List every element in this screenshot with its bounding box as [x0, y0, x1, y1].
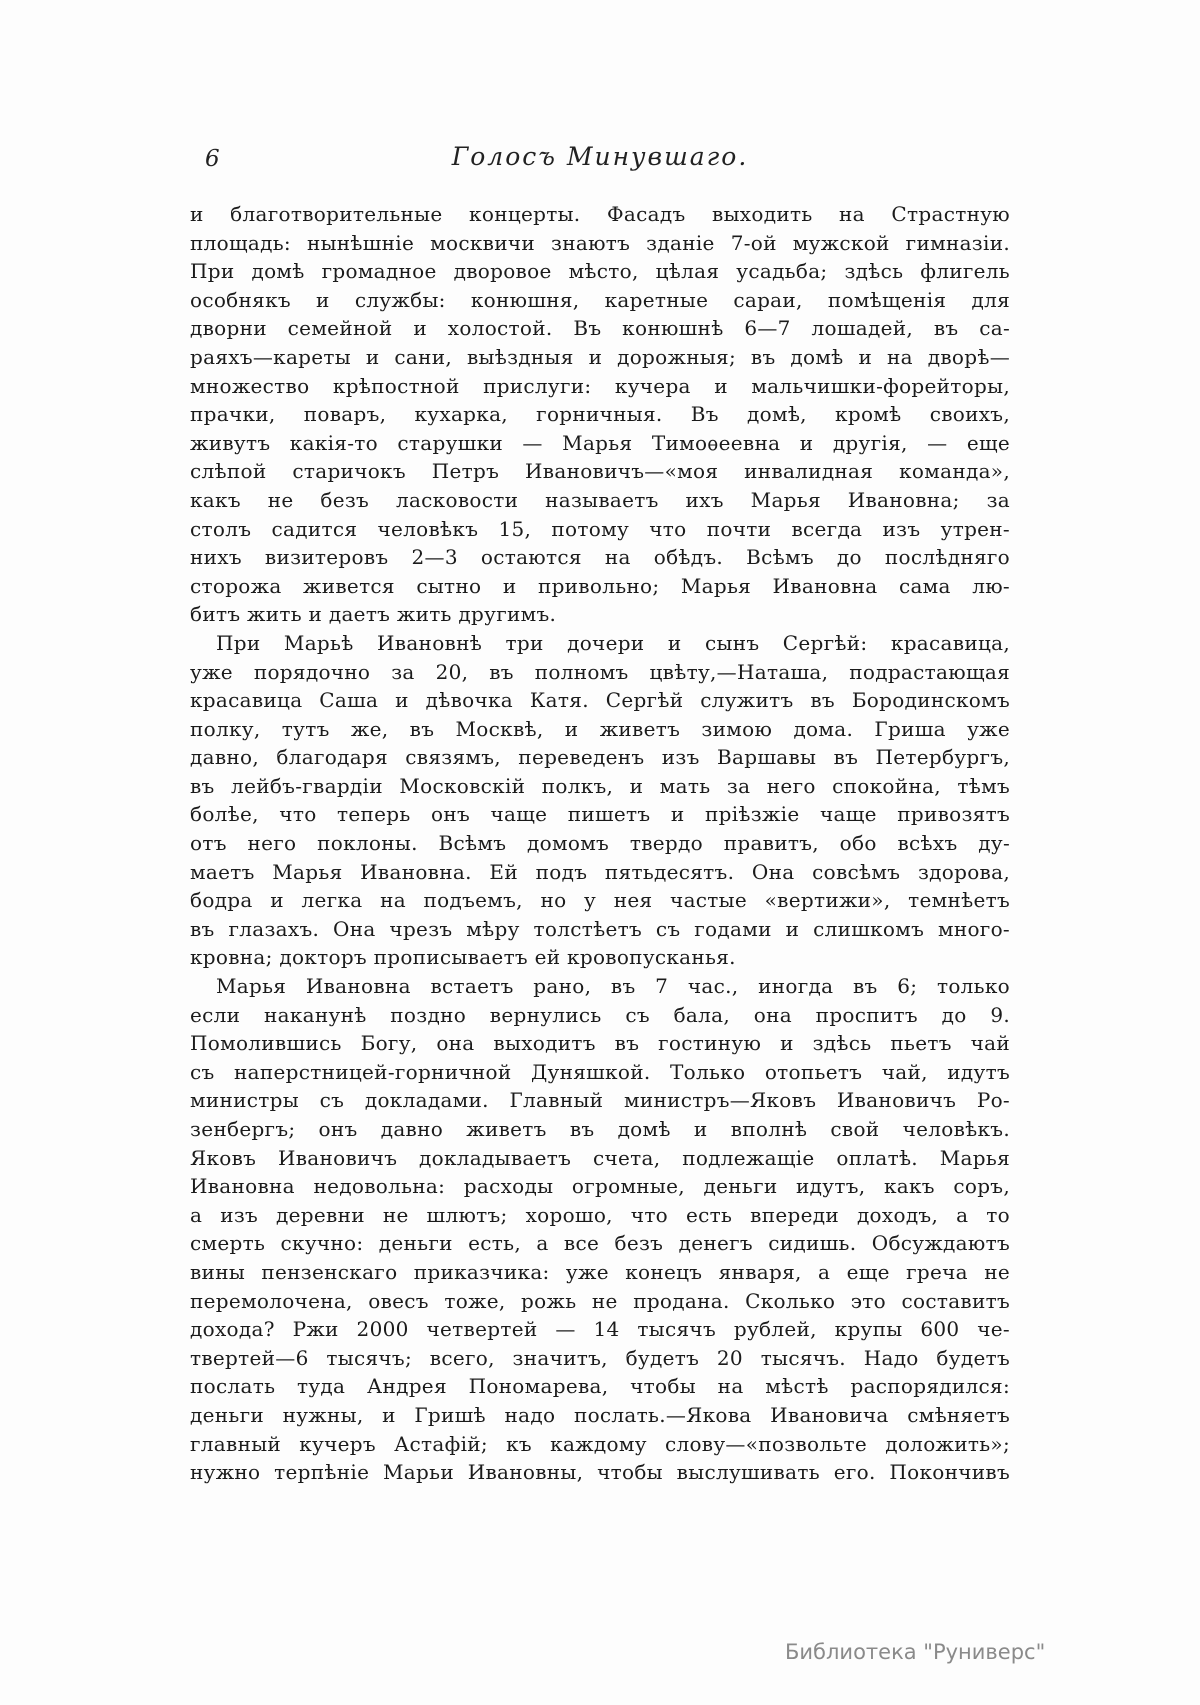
text-line: отъ него поклоны. Всѣмъ домомъ твердо правитъ, обо всѣхъ ду- [190, 831, 1010, 856]
text-line: перемолочена, овесъ тоже, рожь не продана. Сколько это составитъ [190, 1288, 1010, 1313]
text-line: особнякъ и службы: конюшня, каретные сараи, помѣщенія для [190, 287, 1010, 312]
text-line: нихъ визитеровъ 2—3 остаются на обѣдъ. Всѣмъ до послѣдняго [190, 545, 1010, 570]
text-line: бодра и легка на подъемъ, но у нея частые «вертижи», темнѣетъ [190, 888, 1010, 913]
text-line: маетъ Марья Ивановна. Ей подъ пятьдесятъ. Она совсѣмъ здорова, [190, 859, 1010, 884]
text-line: Помолившись Богу, она выходитъ въ гостиную и здѣсь пьетъ чай [190, 1031, 1010, 1056]
page-number: 6 [205, 146, 220, 172]
text-line: слѣпой старичокъ Петръ Ивановичъ—«моя инвалидная команда», [190, 459, 1010, 484]
library-watermark: Библиотека "Руниверс" [785, 1640, 1046, 1664]
text-line: множество крѣпостной прислуги: кучера и мальчишки-форейторы, [190, 373, 1010, 398]
text-line: столъ садится человѣкъ 15, потому что почти всегда изъ утрен- [190, 516, 1010, 541]
text-line: смерть скучно: деньги есть, а все безъ денегъ сидишь. Обсуждаютъ [190, 1231, 1010, 1256]
text-line: полку, тутъ же, въ Москвѣ, и живетъ зимою дома. Гриша уже [190, 716, 1010, 741]
text-line: битъ жить и даетъ жить другимъ. [190, 602, 557, 627]
text-line: твертей—6 тысячъ; всего, значитъ, будетъ 20 тысячъ. Надо будетъ [190, 1345, 1010, 1370]
running-title: Голосъ Минувшаго. [451, 142, 749, 171]
text-line: деньги нужны, и Гришѣ надо послать.—Якова Ивановича смѣняетъ [190, 1402, 1010, 1427]
text-line: Яковъ Ивановичъ докладываетъ счета, подлежащіе оплатѣ. Марья [190, 1145, 1010, 1170]
text-line: Ивановна недовольна: расходы огромные, деньги идутъ, какъ соръ, [190, 1174, 1010, 1199]
text-line: При Марьѣ Ивановнѣ три дочери и сынъ Сергѣй: красавица, [216, 630, 1010, 655]
text-line: красавица Саша и дѣвочка Катя. Сергѣй служитъ въ Бородинскомъ [190, 688, 1010, 713]
text-line: болѣе, что теперь онъ чаще пишетъ и пріѣзжіе чаще привозятъ [190, 802, 1010, 827]
text-line: главный кучеръ Астафій; къ каждому слову—«позвольте доложить»; [190, 1431, 1010, 1456]
text-line: министры съ докладами. Главный министръ—Яковъ Ивановичъ Ро- [190, 1088, 1010, 1113]
text-line: послать туда Андрея Пономарева, чтобы на мѣстѣ распорядился: [190, 1374, 1010, 1399]
text-line: дворни семейной и холостой. Въ конюшнѣ 6—7 лошадей, въ са- [190, 316, 1010, 341]
text-line: кровна; докторъ прописываетъ ей кровопусканья. [190, 945, 736, 970]
text-line: вины пензенскаго приказчика: уже конецъ января, а еще греча не [190, 1259, 1010, 1284]
text-line: Марья Ивановна встаетъ рано, въ 7 час., иногда въ 6; только [216, 974, 1010, 999]
text-line: нужно терпѣніе Марьи Ивановны, чтобы выслушивать его. Покончивъ [190, 1460, 1010, 1485]
text-line: и благотворительные концерты. Фасадъ выходить на Страстную [190, 202, 1010, 226]
text-line: площадь: нынѣшніе москвичи знаютъ зданіе 7-ой мужской гимназіи. [190, 230, 1010, 255]
text-line: зенбергъ; онъ давно живетъ въ домѣ и вполнѣ свой человѣкъ. [190, 1117, 1010, 1141]
text-line: какъ не безъ ласковости называетъ ихъ Марья Ивановна; за [190, 487, 1010, 512]
text-line: раяхъ—кареты и сани, выѣздныя и дорожныя; въ домѣ и на дворѣ— [190, 344, 1010, 369]
text-line: если наканунѣ поздно вернулись съ бала, она проспитъ до 9. [190, 1002, 1010, 1027]
body-text [190, 200, 1010, 1487]
text-line: а изъ деревни не шлютъ; хорошо, что есть впереди доходъ, а то [190, 1202, 1010, 1227]
text-line: прачки, поваръ, кухарка, горничныя. Въ домѣ, кромѣ своихъ, [190, 402, 1010, 427]
text-line: съ наперстницей-горничной Дуняшкой. Только отопьетъ чай, идутъ [190, 1059, 1010, 1084]
text-line: живутъ какія-то старушки — Марья Тимоѳеевна и другія, — еще [190, 430, 1010, 455]
text-line: уже порядочно за 20, въ полномъ цвѣту,—Наташа, подрастающая [190, 659, 1010, 684]
text-line: сторожа живется сытно и привольно; Марья Ивановна сама лю- [190, 573, 1010, 598]
text-line: дохода? Ржи 2000 четвертей — 14 тысячъ рублей, крупы 600 че- [190, 1317, 1010, 1342]
text-line: въ лейбъ-гвардіи Московскій полкъ, и мать за него спокойна, тѣмъ [190, 773, 1010, 798]
text-line: въ глазахъ. Она чрезъ мѣру толстѣетъ съ годами и слишкомъ много- [190, 916, 1010, 941]
text-line: При домѣ громадное дворовое мѣсто, цѣлая усадьба; здѣсь флигель [190, 259, 1010, 284]
text-line: давно, благодаря связямъ, переведенъ изъ Варшавы въ Петербургъ, [190, 745, 1010, 770]
